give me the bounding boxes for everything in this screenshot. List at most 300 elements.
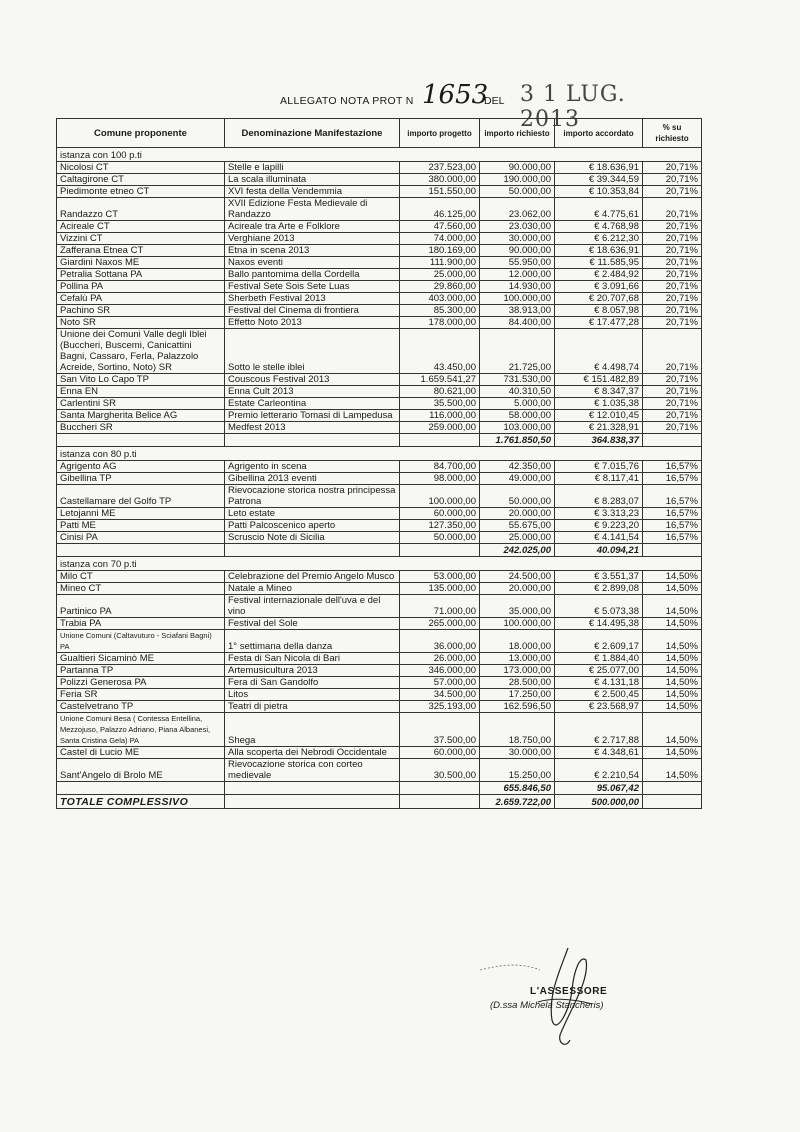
progetto-cell: 71.000,00: [400, 595, 480, 618]
progetto-cell: 47.560,00: [400, 221, 480, 233]
richiesto-cell: 173.000,00: [480, 665, 555, 677]
empty-cell: [57, 434, 225, 447]
manifestazione-cell: Ballo pantomima della Cordella: [225, 269, 400, 281]
pct-cell: 20,71%: [643, 410, 702, 422]
table-row: [57, 677, 702, 689]
comune-cell: Enna EN: [57, 386, 225, 398]
accordato-cell: € 4.131,18: [555, 677, 643, 689]
manifestazione-cell: Enna Cult 2013: [225, 386, 400, 398]
manifestazione-cell: Sherbeth Festival 2013: [225, 293, 400, 305]
richiesto-cell: 23.062,00: [480, 198, 555, 221]
accordato-cell: € 5.073,38: [555, 595, 643, 618]
table-row: [57, 281, 702, 293]
table-row: [57, 398, 702, 410]
richiesto-cell: 100.000,00: [480, 618, 555, 630]
table-row: [57, 653, 702, 665]
progetto-cell: 60.000,00: [400, 508, 480, 520]
table-row: [57, 532, 702, 544]
richiesto-cell: 35.000,00: [480, 595, 555, 618]
table-row: [57, 583, 702, 595]
accordato-cell: € 2.717,88: [555, 713, 643, 747]
richiesto-cell: 18.000,00: [480, 630, 555, 653]
richiesto-cell: 55.950,00: [480, 257, 555, 269]
pct-cell: 20,71%: [643, 269, 702, 281]
comune-cell: Agrigento AG: [57, 461, 225, 473]
richiesto-cell: 162.596,50: [480, 701, 555, 713]
manifestazione-cell: Fera di San Gandolfo: [225, 677, 400, 689]
progetto-cell: 50.000,00: [400, 532, 480, 544]
manifestazione-cell: Stelle e lapilli: [225, 162, 400, 174]
section-title: istanza con 80 p.ti: [57, 447, 702, 461]
manifestazione-cell: Rievocazione storica con corteo medievale: [225, 759, 400, 782]
allegato-label: ALLEGATO NOTA PROT N: [280, 95, 414, 107]
accordato-cell: € 4.775,61: [555, 198, 643, 221]
accordato-cell: € 14.495,38: [555, 618, 643, 630]
richiesto-cell: 18.750,00: [480, 713, 555, 747]
manifestazione-cell: Sotto le stelle iblei: [225, 329, 400, 374]
manifestazione-cell: Premio letterario Tomasi di Lampedusa: [225, 410, 400, 422]
progetto-cell: 35.500,00: [400, 398, 480, 410]
subtotal-richiesto: 1.761.850,50: [480, 434, 555, 447]
comune-cell: Piedimonte etneo CT: [57, 186, 225, 198]
table-row: [57, 689, 702, 701]
table-row: [57, 508, 702, 520]
col-pct: % su richiesto: [643, 119, 702, 148]
pct-cell: 20,71%: [643, 398, 702, 410]
progetto-cell: 325.193,00: [400, 701, 480, 713]
comune-cell: Partinico PA: [57, 595, 225, 618]
table-row: [57, 485, 702, 508]
subtotal-row: [57, 782, 702, 795]
pct-cell: 14,50%: [643, 618, 702, 630]
table-row: [57, 186, 702, 198]
col-richiesto: importo richiesto: [480, 119, 555, 148]
comune-cell: Unione Comuni (Caltavuturo - Sciafani Bagni) PA: [57, 630, 225, 653]
pct-cell: 14,50%: [643, 759, 702, 782]
accordato-cell: € 20.707,68: [555, 293, 643, 305]
progetto-cell: 74.000,00: [400, 233, 480, 245]
richiesto-cell: 5.000,00: [480, 398, 555, 410]
comune-cell: Sant'Angelo di Brolo ME: [57, 759, 225, 782]
total-label: TOTALE COMPLESSIVO: [57, 795, 225, 809]
progetto-cell: 127.350,00: [400, 520, 480, 532]
pct-cell: 20,71%: [643, 422, 702, 434]
pct-cell: 20,71%: [643, 257, 702, 269]
manifestazione-cell: Acireale tra Arte e Folklore: [225, 221, 400, 233]
pct-cell: 16,57%: [643, 473, 702, 485]
comune-cell: Randazzo CT: [57, 198, 225, 221]
progetto-cell: 116.000,00: [400, 410, 480, 422]
document-header: [272, 78, 692, 132]
accordato-cell: € 8.283,07: [555, 485, 643, 508]
manifestazione-cell: Teatri di pietra: [225, 701, 400, 713]
richiesto-cell: 190.000,00: [480, 174, 555, 186]
richiesto-cell: 90.000,00: [480, 245, 555, 257]
pct-cell: 20,71%: [643, 233, 702, 245]
pct-cell: 16,57%: [643, 532, 702, 544]
progetto-cell: 46.125,00: [400, 198, 480, 221]
manifestazione-cell: Medfest 2013: [225, 422, 400, 434]
accordato-cell: € 2.899,08: [555, 583, 643, 595]
richiesto-cell: 30.000,00: [480, 747, 555, 759]
protocol-number: 1653: [422, 80, 489, 110]
comune-cell: Noto SR: [57, 317, 225, 329]
richiesto-cell: 103.000,00: [480, 422, 555, 434]
richiesto-cell: 50.000,00: [480, 485, 555, 508]
pct-cell: 20,71%: [643, 174, 702, 186]
comune-cell: Mineo CT: [57, 583, 225, 595]
manifestazione-cell: Estate Carleontina: [225, 398, 400, 410]
progetto-cell: 34.500,00: [400, 689, 480, 701]
empty-cell: [225, 782, 400, 795]
comune-cell: Caltagirone CT: [57, 174, 225, 186]
section-title: istanza con 100 p.ti: [57, 148, 702, 162]
richiesto-cell: 100.000,00: [480, 293, 555, 305]
comune-cell: Feria SR: [57, 689, 225, 701]
table-row: [57, 174, 702, 186]
comune-cell: Pollina PA: [57, 281, 225, 293]
pct-cell: 14,50%: [643, 665, 702, 677]
accordato-cell: € 7.015,76: [555, 461, 643, 473]
table-row: [57, 221, 702, 233]
accordato-cell: € 4.768,98: [555, 221, 643, 233]
subtotal-accordato: 40.094,21: [555, 544, 643, 557]
progetto-cell: 403.000,00: [400, 293, 480, 305]
manifestazione-cell: Celebrazione del Premio Angelo Musco: [225, 571, 400, 583]
richiesto-cell: 50.000,00: [480, 186, 555, 198]
manifestazione-cell: Festival del Sole: [225, 618, 400, 630]
progetto-cell: 1.659.541,27: [400, 374, 480, 386]
table-row: [57, 461, 702, 473]
table-header-row: [57, 119, 702, 148]
richiesto-cell: 55.675,00: [480, 520, 555, 532]
pct-cell: 20,71%: [643, 281, 702, 293]
table-row: [57, 422, 702, 434]
pct-cell: 20,71%: [643, 245, 702, 257]
table-body: [57, 148, 702, 809]
manifestazione-cell: Naxos eventi: [225, 257, 400, 269]
accordato-cell: € 18.636,91: [555, 245, 643, 257]
comune-cell: Buccheri SR: [57, 422, 225, 434]
richiesto-cell: 731.530,00: [480, 374, 555, 386]
pct-cell: 20,71%: [643, 162, 702, 174]
total-richiesto: 2.659.722,00: [480, 795, 555, 809]
subtotal-row: [57, 434, 702, 447]
empty-cell: [643, 544, 702, 557]
richiesto-cell: 15.250,00: [480, 759, 555, 782]
progetto-cell: 100.000,00: [400, 485, 480, 508]
table-row: [57, 269, 702, 281]
table-row: [57, 701, 702, 713]
comune-cell: Nicolosi CT: [57, 162, 225, 174]
progetto-cell: 30.500,00: [400, 759, 480, 782]
table-row: [57, 410, 702, 422]
accordato-cell: € 1.035,38: [555, 398, 643, 410]
subtotal-row: [57, 544, 702, 557]
signature-name: (D.ssa Michela Stancheris): [490, 1000, 604, 1011]
comune-cell: Polizzi Generosa PA: [57, 677, 225, 689]
comune-cell: Gibellina TP: [57, 473, 225, 485]
richiesto-cell: 20.000,00: [480, 508, 555, 520]
progetto-cell: 151.550,00: [400, 186, 480, 198]
pct-cell: 14,50%: [643, 747, 702, 759]
progetto-cell: 237.523,00: [400, 162, 480, 174]
pct-cell: 16,57%: [643, 461, 702, 473]
progetto-cell: 346.000,00: [400, 665, 480, 677]
accordato-cell: € 10.353,84: [555, 186, 643, 198]
comune-cell: Cefalù PA: [57, 293, 225, 305]
progetto-cell: 80.621,00: [400, 386, 480, 398]
manifestazione-cell: Shega: [225, 713, 400, 747]
comune-cell: Petralia Sottana PA: [57, 269, 225, 281]
pct-cell: 20,71%: [643, 186, 702, 198]
table-row: [57, 374, 702, 386]
manifestazione-cell: Etna in scena 2013: [225, 245, 400, 257]
table-row: [57, 293, 702, 305]
pct-cell: 20,71%: [643, 305, 702, 317]
manifestazione-cell: Litos: [225, 689, 400, 701]
accordato-cell: € 21.328,91: [555, 422, 643, 434]
progetto-cell: 60.000,00: [400, 747, 480, 759]
accordato-cell: € 3.551,37: [555, 571, 643, 583]
comune-cell: Zafferana Etnea CT: [57, 245, 225, 257]
total-row: [57, 795, 702, 809]
manifestazione-cell: XVII Edizione Festa Medievale di Randazzo: [225, 198, 400, 221]
progetto-cell: 36.000,00: [400, 630, 480, 653]
accordato-cell: € 18.636,91: [555, 162, 643, 174]
accordato-cell: € 3.313,23: [555, 508, 643, 520]
pct-cell: 20,71%: [643, 198, 702, 221]
comune-cell: Pachino SR: [57, 305, 225, 317]
richiesto-cell: 17.250,00: [480, 689, 555, 701]
comune-cell: Vizzini CT: [57, 233, 225, 245]
progetto-cell: 98.000,00: [400, 473, 480, 485]
comune-cell: Unione Comuni Besa ( Contessa Entellina, Mezzojuso, Palazzo Adriano, Piana Albanesi, Santa Cristina Gela) PA: [57, 713, 225, 747]
pct-cell: 20,71%: [643, 317, 702, 329]
richiesto-cell: 24.500,00: [480, 571, 555, 583]
accordato-cell: € 4.141,54: [555, 532, 643, 544]
manifestazione-cell: Artemusicultura 2013: [225, 665, 400, 677]
manifestazione-cell: Scruscio Note di Sicilia: [225, 532, 400, 544]
accordato-cell: € 9.223,20: [555, 520, 643, 532]
empty-cell: [643, 795, 702, 809]
empty-cell: [643, 782, 702, 795]
progetto-cell: 26.000,00: [400, 653, 480, 665]
comune-cell: Gualtieri Sicaminò ME: [57, 653, 225, 665]
richiesto-cell: 30.000,00: [480, 233, 555, 245]
del-label: DEL: [484, 95, 505, 107]
section-row: [57, 148, 702, 162]
manifestazione-cell: Festa di San Nicola di Bari: [225, 653, 400, 665]
pct-cell: 16,57%: [643, 508, 702, 520]
table-row: [57, 630, 702, 653]
accordato-cell: € 1.884,40: [555, 653, 643, 665]
empty-cell: [225, 795, 400, 809]
allocation-table: [56, 118, 702, 809]
progetto-cell: 380.000,00: [400, 174, 480, 186]
comune-cell: Santa Margherita Belice AG: [57, 410, 225, 422]
empty-cell: [400, 544, 480, 557]
comune-cell: Milo CT: [57, 571, 225, 583]
manifestazione-cell: Gibellina 2013 eventi: [225, 473, 400, 485]
table-row: [57, 520, 702, 532]
pct-cell: 14,50%: [643, 571, 702, 583]
table-row: [57, 257, 702, 269]
comune-cell: Carlentini SR: [57, 398, 225, 410]
signature-title: L'ASSESSORE: [530, 986, 608, 997]
table-row: [57, 473, 702, 485]
comune-cell: Trabia PA: [57, 618, 225, 630]
table-row: [57, 162, 702, 174]
table-row: [57, 305, 702, 317]
table-row: [57, 571, 702, 583]
progetto-cell: 111.900,00: [400, 257, 480, 269]
progetto-cell: 85.300,00: [400, 305, 480, 317]
pct-cell: 14,50%: [643, 653, 702, 665]
comune-cell: Acireale CT: [57, 221, 225, 233]
manifestazione-cell: Festival del Cinema di frontiera: [225, 305, 400, 317]
accordato-cell: € 2.500,45: [555, 689, 643, 701]
table-row: [57, 665, 702, 677]
manifestazione-cell: Patti Palcoscenico aperto: [225, 520, 400, 532]
progetto-cell: 53.000,00: [400, 571, 480, 583]
accordato-cell: € 8.117,41: [555, 473, 643, 485]
manifestazione-cell: Leto estate: [225, 508, 400, 520]
accordato-cell: € 6.212,30: [555, 233, 643, 245]
accordato-cell: € 3.091,66: [555, 281, 643, 293]
total-accordato: 500.000,00: [555, 795, 643, 809]
richiesto-cell: 49.000,00: [480, 473, 555, 485]
manifestazione-cell: XVI festa della Vendemmia: [225, 186, 400, 198]
manifestazione-cell: Agrigento in scena: [225, 461, 400, 473]
comune-cell: Unione dei Comuni Valle degli Iblei (Buccheri, Buscemi, Canicattini Bagni, Cassaro, Ferla, Palazzolo Acreide, Sortino, Noto) SR: [57, 329, 225, 374]
empty-cell: [400, 782, 480, 795]
richiesto-cell: 20.000,00: [480, 583, 555, 595]
comune-cell: Cinisi PA: [57, 532, 225, 544]
empty-cell: [400, 434, 480, 447]
col-manifestazione: Denominazione Manifestazione: [225, 119, 400, 148]
pct-cell: 14,50%: [643, 583, 702, 595]
subtotal-accordato: 364.838,37: [555, 434, 643, 447]
table-row: [57, 329, 702, 374]
progetto-cell: 84.700,00: [400, 461, 480, 473]
table-row: [57, 386, 702, 398]
empty-cell: [643, 434, 702, 447]
progetto-cell: 265.000,00: [400, 618, 480, 630]
table-row: [57, 618, 702, 630]
comune-cell: Castel di Lucio ME: [57, 747, 225, 759]
progetto-cell: 180.169,00: [400, 245, 480, 257]
subtotal-accordato: 95.067,42: [555, 782, 643, 795]
accordato-cell: € 151.482,89: [555, 374, 643, 386]
table-row: [57, 595, 702, 618]
col-progetto: importo progetto: [400, 119, 480, 148]
accordato-cell: € 2.484,92: [555, 269, 643, 281]
accordato-cell: € 4.348,61: [555, 747, 643, 759]
pct-cell: 14,50%: [643, 689, 702, 701]
accordato-cell: € 11.585,95: [555, 257, 643, 269]
accordato-cell: € 17.477,28: [555, 317, 643, 329]
progetto-cell: 57.000,00: [400, 677, 480, 689]
accordato-cell: € 23.568,97: [555, 701, 643, 713]
col-comune: Comune proponente: [57, 119, 225, 148]
richiesto-cell: 28.500,00: [480, 677, 555, 689]
pct-cell: 20,71%: [643, 386, 702, 398]
richiesto-cell: 90.000,00: [480, 162, 555, 174]
manifestazione-cell: Alla scoperta dei Nebrodi Occidentale: [225, 747, 400, 759]
manifestazione-cell: 1° settimana della danza: [225, 630, 400, 653]
progetto-cell: 135.000,00: [400, 583, 480, 595]
progetto-cell: 25.000,00: [400, 269, 480, 281]
date-stamp: 3 1 LUG. 2013: [520, 82, 626, 132]
pct-cell: 14,50%: [643, 713, 702, 747]
manifestazione-cell: Festival internazionale dell'uva e del vino: [225, 595, 400, 618]
manifestazione-cell: Couscous Festival 2013: [225, 374, 400, 386]
empty-cell: [57, 782, 225, 795]
richiesto-cell: 23.030,00: [480, 221, 555, 233]
empty-cell: [57, 544, 225, 557]
pct-cell: 20,71%: [643, 293, 702, 305]
pct-cell: 14,50%: [643, 701, 702, 713]
manifestazione-cell: La scala illuminata: [225, 174, 400, 186]
progetto-cell: 29.860,00: [400, 281, 480, 293]
comune-cell: Letojanni ME: [57, 508, 225, 520]
accordato-cell: € 2.609,17: [555, 630, 643, 653]
richiesto-cell: 25.000,00: [480, 532, 555, 544]
accordato-cell: € 8.057,98: [555, 305, 643, 317]
richiesto-cell: 42.350,00: [480, 461, 555, 473]
pct-cell: 16,57%: [643, 485, 702, 508]
comune-cell: Castellamare del Golfo TP: [57, 485, 225, 508]
manifestazione-cell: Effetto Noto 2013: [225, 317, 400, 329]
accordato-cell: € 8.347,37: [555, 386, 643, 398]
accordato-cell: € 2.210,54: [555, 759, 643, 782]
richiesto-cell: 84.400,00: [480, 317, 555, 329]
pct-cell: 14,50%: [643, 630, 702, 653]
comune-cell: Castelvetrano TP: [57, 701, 225, 713]
section-row: [57, 557, 702, 571]
table-row: [57, 759, 702, 782]
accordato-cell: € 39.344,59: [555, 174, 643, 186]
pct-cell: 16,57%: [643, 520, 702, 532]
progetto-cell: 259.000,00: [400, 422, 480, 434]
table-row: [57, 317, 702, 329]
table-row: [57, 233, 702, 245]
empty-cell: [225, 434, 400, 447]
comune-cell: San Vito Lo Capo TP: [57, 374, 225, 386]
comune-cell: Patti ME: [57, 520, 225, 532]
table-row: [57, 198, 702, 221]
richiesto-cell: 21.725,00: [480, 329, 555, 374]
manifestazione-cell: Natale a Mineo: [225, 583, 400, 595]
manifestazione-cell: Rievocazione storica nostra principessa Patrona: [225, 485, 400, 508]
signature-block: [420, 940, 680, 1060]
subtotal-richiesto: 242.025,00: [480, 544, 555, 557]
pct-cell: 20,71%: [643, 374, 702, 386]
progetto-cell: 43.450,00: [400, 329, 480, 374]
pct-cell: 14,50%: [643, 677, 702, 689]
manifestazione-cell: Festival Sete Sois Sete Luas: [225, 281, 400, 293]
accordato-cell: € 12.010,45: [555, 410, 643, 422]
table-row: [57, 713, 702, 747]
empty-cell: [400, 795, 480, 809]
comune-cell: Partanna TP: [57, 665, 225, 677]
pct-cell: 20,71%: [643, 221, 702, 233]
section-row: [57, 447, 702, 461]
table-row: [57, 747, 702, 759]
pct-cell: 14,50%: [643, 595, 702, 618]
progetto-cell: 178.000,00: [400, 317, 480, 329]
